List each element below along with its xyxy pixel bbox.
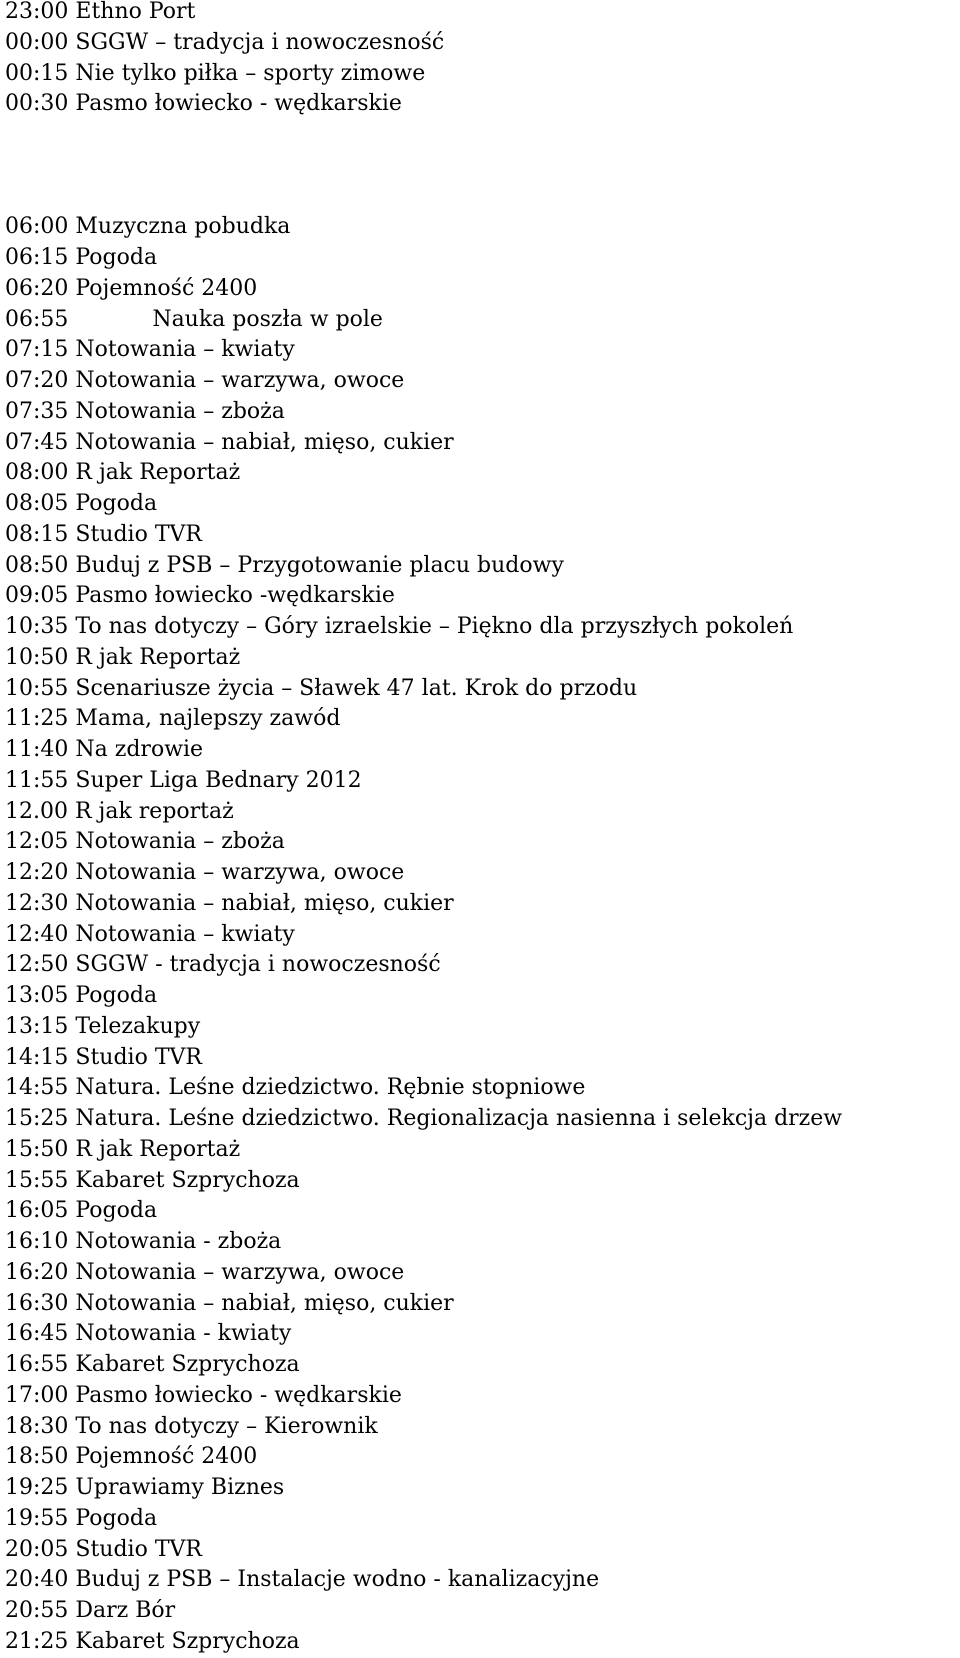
spacer bbox=[5, 151, 955, 182]
day-schedule-list bbox=[5, 212, 955, 1657]
schedule-entry: 16:10 Notowania - zboża bbox=[5, 1229, 282, 1254]
schedule-entry: 08:05 Pogoda bbox=[5, 491, 158, 516]
schedule-entry: 16:20 Notowania – warzywa, owoce bbox=[5, 1259, 405, 1285]
schedule-entry: 16:30 Notowania – nabiał, mięso, cukier bbox=[5, 1290, 454, 1316]
schedule-entry: 07:35 Notowania – zboża bbox=[5, 398, 285, 424]
schedule-entry: 10:50 R jak Reportaż bbox=[5, 644, 241, 670]
schedule-entry: 06:20 Pojemność 2400 bbox=[5, 275, 258, 301]
schedule-entry: 18:50 Pojemność 2400 bbox=[5, 1444, 258, 1470]
schedule-entry: 10:35 To nas dotyczy – Góry izraelskie – Piękno dla przyszłych pokoleń bbox=[5, 614, 794, 639]
schedule-entry: 16:55 Kabaret Szprychoza bbox=[5, 1352, 300, 1377]
schedule-entry: 15:25 Natura. Leśne dziedzictwo. Regionalizacja nasienna i selekcja drzew bbox=[5, 1106, 843, 1131]
schedule-entry: 15:50 R jak Reportaż bbox=[5, 1136, 241, 1162]
schedule-entry: 11:55 Super Liga Bednary 2012 bbox=[5, 767, 362, 793]
schedule-entry: 19:25 Uprawiamy Biznes bbox=[5, 1475, 285, 1500]
schedule-entry: 11:40 Na zdrowie bbox=[5, 737, 204, 762]
schedule-entry: 00:00 SGGW – tradycja i nowoczesność bbox=[5, 29, 445, 55]
schedule-entry: 08:50 Buduj z PSB – Przygotowanie placu budowy bbox=[5, 552, 564, 578]
schedule-entry: 09:05 Pasmo łowiecko -wędkarskie bbox=[5, 583, 395, 609]
schedule-entry: 12:20 Notowania – warzywa, owoce bbox=[5, 860, 405, 885]
spacer bbox=[5, 120, 955, 151]
schedule-entry: 06:00 Muzyczna pobudka bbox=[5, 214, 291, 240]
schedule-entry: 20:05 Studio TVR bbox=[5, 1536, 202, 1562]
day-heading-row bbox=[5, 182, 955, 213]
schedule-entry: 14:55 Natura. Leśne dziedzictwo. Rębnie stopniowe bbox=[5, 1075, 586, 1101]
schedule-entry: 12:40 Notowania – kwiaty bbox=[5, 921, 295, 947]
schedule-entry: 13:05 Pogoda bbox=[5, 983, 158, 1008]
schedule-entry: 16:05 Pogoda bbox=[5, 1198, 158, 1224]
previous-day-tail bbox=[5, 0, 955, 120]
schedule-entry: 07:15 Notowania – kwiaty bbox=[5, 337, 295, 363]
schedule-entry: 10:55 Scenariusze życia – Sławek 47 lat. Krok do przodu bbox=[5, 675, 638, 701]
schedule-entry: 08:15 Studio TVR bbox=[5, 521, 202, 547]
schedule-entry: 07:20 Notowania – warzywa, owoce bbox=[5, 368, 405, 393]
schedule-entry: 19:55 Pogoda bbox=[5, 1505, 158, 1531]
schedule-entry: 21:25 Kabaret Szprychoza bbox=[5, 1628, 300, 1654]
schedule-entry: 23:00 Ethno Port bbox=[5, 0, 196, 24]
tv-schedule-document bbox=[5, 0, 955, 1658]
schedule-entry: 12:30 Notowania – nabiał, mięso, cukier bbox=[5, 890, 454, 916]
schedule-entry: 12.00 R jak reportaż bbox=[5, 798, 234, 824]
schedule-entry: 06:15 Pogoda bbox=[5, 245, 158, 270]
schedule-entry: 07:45 Notowania – nabiał, mięso, cukier bbox=[5, 429, 454, 455]
schedule-entry: 00:30 Pasmo łowiecko - wędkarskie bbox=[5, 91, 402, 117]
schedule-entry: 20:40 Buduj z PSB – Instalacje wodno - kanalizacyjne bbox=[5, 1567, 600, 1593]
schedule-entry: 08:00 R jak Reportaż bbox=[5, 460, 241, 486]
schedule-entry: 17:00 Pasmo łowiecko - wędkarskie bbox=[5, 1382, 402, 1408]
schedule-entry: 11:25 Mama, najlepszy zawód bbox=[5, 706, 341, 732]
schedule-entry: 13:15 Telezakupy bbox=[5, 1013, 201, 1039]
schedule-entry: 12:50 SGGW - tradycja i nowoczesność bbox=[5, 952, 441, 978]
schedule-entry: 12:05 Notowania – zboża bbox=[5, 829, 285, 855]
schedule-entry: 00:15 Nie tylko piłka – sporty zimowe bbox=[5, 60, 426, 86]
schedule-entry: 20:55 Darz Bór bbox=[5, 1598, 176, 1623]
schedule-entry: 14:15 Studio TVR bbox=[5, 1044, 202, 1070]
schedule-entry: 06:55 Nauka poszła w pole bbox=[5, 306, 383, 332]
schedule-entry: 16:45 Notowania - kwiaty bbox=[5, 1321, 292, 1347]
schedule-entry: 15:55 Kabaret Szprychoza bbox=[5, 1167, 300, 1193]
schedule-entry: 18:30 To nas dotyczy – Kierownik bbox=[5, 1413, 378, 1439]
